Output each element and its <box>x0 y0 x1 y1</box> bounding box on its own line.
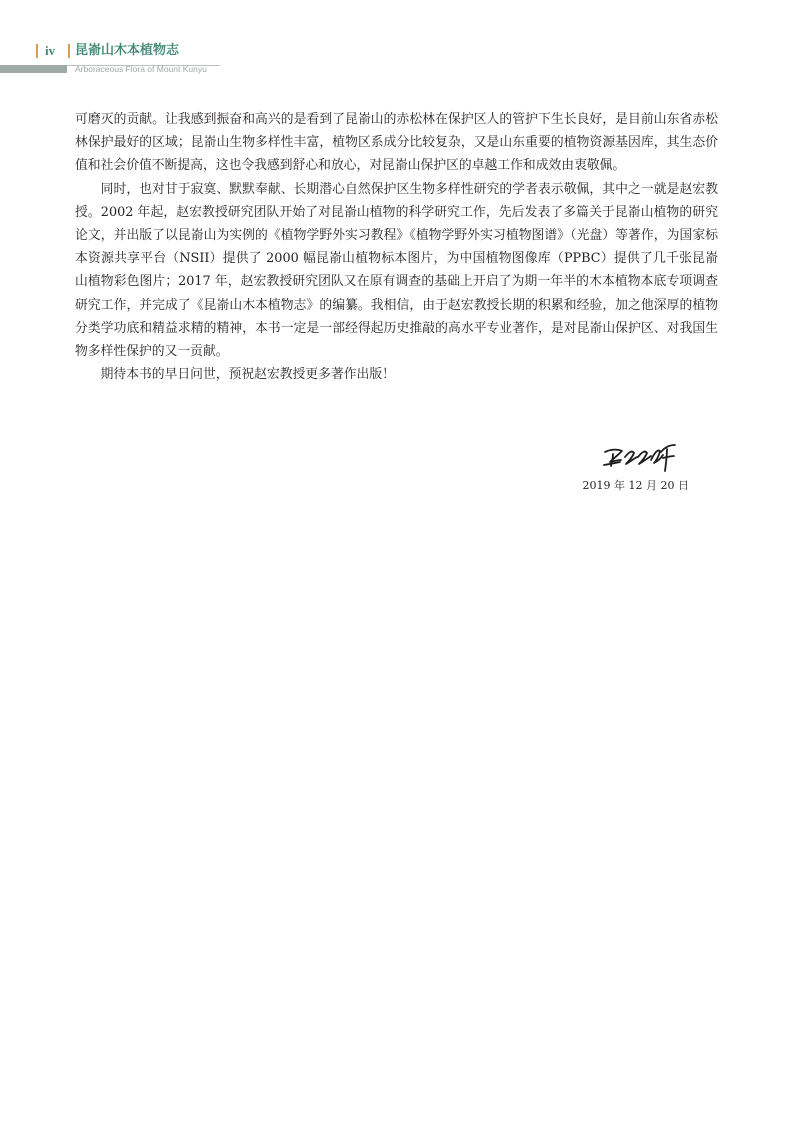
handwritten-signature-icon <box>601 438 681 478</box>
paragraph-continued: 可磨灭的贡献。让我感到振奋和高兴的是看到了昆嵛山的赤松林在保护区人的管护下生长良好，是目前山东省赤松林保护最好的区域；昆嵛山生物多样性丰富，植物区系成分比较复杂，又是山东重要的植物资源基因库，其生态价值和社会价值不断提高，这也令我感到舒心和放心，对昆嵛山保护区的卓越工作和成效由衷敬佩。 <box>75 112 718 174</box>
header-bar <box>0 65 67 73</box>
signature-date: 2019 年 12 月 20 日 <box>582 479 689 492</box>
book-title: 昆嵛山木本植物志 <box>75 43 180 58</box>
header-marker-left <box>36 44 38 58</box>
page-number: iv <box>45 43 56 58</box>
body-text <box>75 108 718 386</box>
paragraph-acknowledgement: 同时，也对甘于寂寞、默默奉献、长期潜心自然保护区生物多样性研究的学者表示敬佩，其中之一就是赵宏教授。2002 年起，赵宏教授研究团队开始了对昆嵛山植物的科学研究工作，先后发表了多篇关于昆嵛山植物的研究论文，并出版了以昆嵛山为实例的《植物学野外实习教程》《植物学野外实习植物图谱》（光盘）等著作，为国家标本资源共享平台（NSII）提供了 2000 幅昆嵛山植物标本图片，为中国植物图像库（PPBC）提供了几千张昆嵛山植物彩色图片；2017 年，赵宏教授研究团队又在原有调查的基础上开启了为期一年半的木本植物本底专项调查研究工作，并完成了《昆嵛山木本植物志》的编纂。我相信，由于赵宏教授长期的积累和经验，加之他深厚的植物分类学功底和精益求精的精神，本书一定是一部经得起历史推敲的高水平专业著作，是对昆嵛山保护区、对我国生物多样性保护的又一贡献。 <box>75 181 718 360</box>
paragraph-closing-wish: 期待本书的早日问世，预祝赵宏教授更多著作出版！ <box>100 367 395 383</box>
running-header <box>0 0 793 80</box>
header-marker-right <box>68 44 70 58</box>
book-subtitle: Arboraceous Flora of Mount Kunyu <box>75 64 207 74</box>
